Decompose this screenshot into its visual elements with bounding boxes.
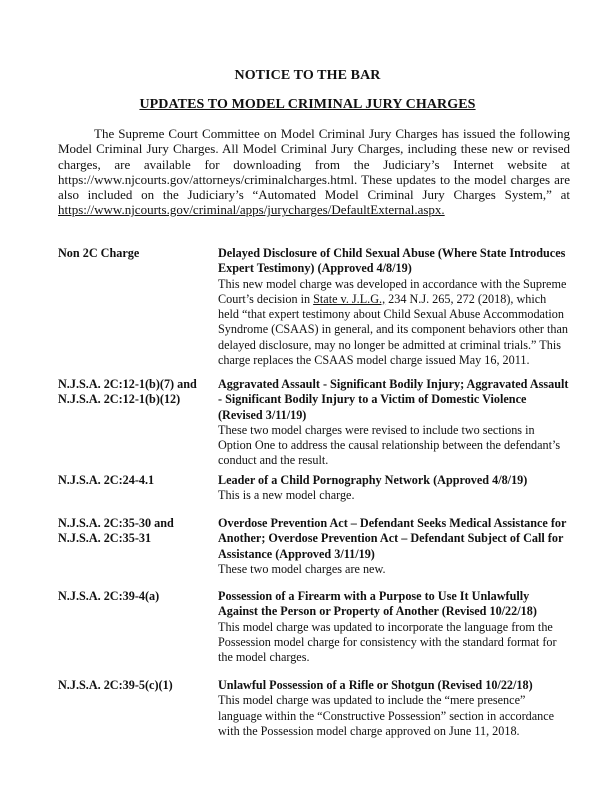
- charge-heading: Possession of a Firearm with a Purpose to Use It Unlawfully Against the Person or Property of Another (Revised 10/22/18): [218, 589, 537, 619]
- charge-details: [218, 678, 570, 739]
- desc-part: 234 N.J. 265, 272 (2018), which held “that expert testimony about Child Sexual Abuse Accommodation Syndrome (CSAAS) in general, and its component behaviors other than delayed disclosure, may no longer be admitted at criminal trials.” This charge replaces the CSAAS model charge issued May 16, 2011.: [218, 291, 568, 368]
- notice-title: NOTICE TO THE BAR: [234, 68, 381, 83]
- citation-line: N.J.S.A. 2C:12-1(b)(12): [58, 392, 181, 407]
- charge-description: [218, 277, 570, 369]
- case-name: State v. J.L.G.,: [313, 291, 386, 306]
- statute-citation: N.J.S.A. 2C:39-5(c)(1): [58, 678, 173, 692]
- charge-details: [218, 473, 570, 504]
- statute-citation: N.J.S.A. 2C:39-4(a): [58, 589, 160, 603]
- charge-details: [218, 377, 570, 469]
- charge-heading: Unlawful Possession of a Rifle or Shotgun (Revised 10/22/18): [218, 678, 533, 692]
- statute-citation: Non 2C Charge: [58, 246, 140, 260]
- charge-details: [218, 589, 570, 665]
- charge-heading: Aggravated Assault - Significant Bodily Injury; Aggravated Assault - Significant Bodily Injury to a Victim of Domestic Violence (Revised 3/11/19): [218, 377, 569, 422]
- citation-line: N.J.S.A. 2C:35-30 and: [58, 516, 174, 530]
- statute-citation: [58, 377, 218, 408]
- charge-heading: Delayed Disclosure of Child Sexual Abuse (Where State Introduces Expert Testimony) (Approved 4/8/19): [218, 246, 566, 276]
- charge-description: These two model charges were revised to include two sections in Option One to address the causal relationship between the defendant’s conduct and the result.: [218, 422, 561, 468]
- charge-details: [218, 516, 570, 577]
- statute-citation: [58, 516, 218, 547]
- charge-description: This is a new model charge.: [218, 488, 355, 503]
- intro-text: The Supreme Court Committee on Model Criminal Jury Charges has issued the following Model Criminal Jury Charges. All Model Criminal Jury Charges, including these new or revised charges, are available for downloading from the Judiciary’s Internet website at https://www.njcourts.gov/attorneys/criminalcharges.html. These updates to the model charges are also included on the Judiciary’s “Automated Model Criminal Jury Charges System,” at: [58, 126, 570, 203]
- charge-description: This model charge was updated to incorporate the language from the Possession model charge for consistency with the standard format for the model charges.: [218, 619, 557, 665]
- updates-subtitle: UPDATES TO MODEL CRIMINAL JURY CHARGES: [139, 97, 476, 112]
- charge-description: This model charge was updated to include the “mere presence” language within the “Constructive Possession” section in accordance with the Possession model charge approved on June 11, 2018.: [218, 693, 555, 738]
- charge-details: [218, 246, 570, 368]
- desc-part: This new model charge was developed in accordance with the Supreme Court’s decision in: [218, 276, 567, 306]
- citation-line: N.J.S.A. 2C:35-31: [58, 531, 152, 546]
- charge-description: These two model charges are new.: [218, 561, 386, 576]
- citation-line: N.J.S.A. 2C:12-1(b)(7) and: [58, 377, 197, 391]
- charge-heading: Overdose Prevention Act – Defendant Seeks Medical Assistance for Another; Overdose Prevention Act – Defendant Subject of Call for Assistance (Approved 3/11/19): [218, 516, 567, 561]
- intro-paragraph: [58, 126, 570, 218]
- charge-heading: Leader of a Child Pornography Network (Approved 4/8/19): [218, 473, 528, 487]
- jury-charges-link[interactable]: https://www.njcourts.gov/criminal/apps/jurycharges/DefaultExternal.aspx.: [58, 202, 445, 218]
- statute-citation: N.J.S.A. 2C:24-4.1: [58, 473, 155, 487]
